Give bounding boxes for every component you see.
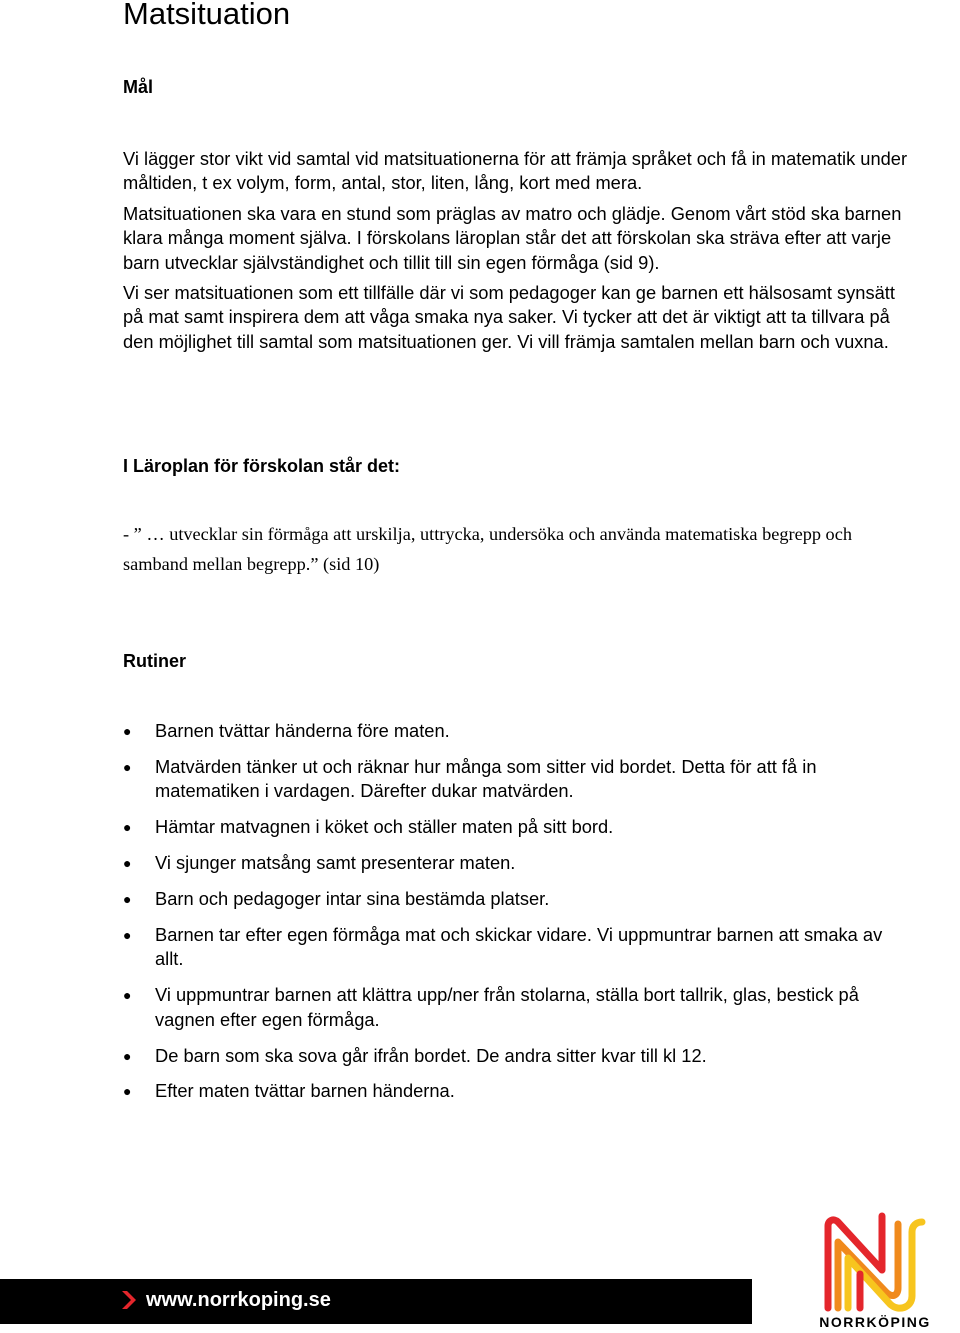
list-item (123, 815, 913, 839)
list-item (123, 983, 913, 1032)
routine-text: Barnen tvättar händerna före maten. (155, 720, 450, 741)
list-item (123, 887, 913, 911)
bullet-icon: ● (123, 723, 132, 739)
routine-text: Vi uppmuntrar barnen att klättra upp/ner från stolarna, ställa bort tallrik, glas, bestick på vagnen efter egen förmåga. (155, 984, 859, 1030)
list-item (123, 719, 913, 743)
bullet-icon: ● (123, 758, 132, 775)
norrkoping-logo (796, 1212, 954, 1332)
list-item (123, 923, 913, 972)
routine-text: Barn och pedagoger intar sina bestämda platser. (155, 888, 550, 910)
goal-paragraph-1: Vi lägger stor vikt vid samtal vid matsituationerna för att främja språket och få in matematik under måltiden, t ex volym, form, antal, stor, liten, lång, kort med mera. (123, 148, 908, 194)
routine-text: Efter maten tvättar barnen händerna. (155, 1080, 455, 1102)
routine-text: Hämtar matvagnen i köket och ställer maten på sitt bord. (155, 816, 614, 838)
list-item (123, 755, 913, 804)
list-item (123, 851, 913, 875)
goal-heading: Mål (123, 77, 154, 97)
routine-text: Vi sjunger matsång samt presenterar maten. (155, 852, 516, 874)
bullet-icon: ● (123, 855, 132, 872)
goal-paragraph-3: Vi ser matsituationen som ett tillfälle där vi som pedagoger kan ge barnen ett hälsosamt synsätt på mat samt inspirera dem att våga smaka nya saker. Vi tycker att det är viktigt att ta tillvara på den möjlighet till samtal som matsituationen ger. Vi vill främja samtalen mellan barn och vuxna. (123, 282, 895, 352)
norrkoping-n-logo-icon (824, 1212, 926, 1312)
bullet-icon: ● (123, 987, 132, 1004)
list-item (123, 1079, 913, 1103)
routine-text: Matvärden tänker ut och räknar hur många som sitter vid bordet. Detta för att få in matematiken i vardagen. Därefter dukar matvärden. (155, 755, 817, 802)
arrow-right-icon (120, 1289, 140, 1311)
page-title: Matsituation (123, 0, 291, 31)
goal-text (123, 147, 913, 354)
footer-url-link[interactable]: www.norrkoping.se (146, 1289, 331, 1311)
goal-paragraph-2: Matsituationen ska vara en stund som präglas av matro och glädje. Genom vårt stöd ska barnen klara många moment själva. I förskolans läroplan står det att förskolan ska sträva efter att varje barn utvecklar självständighet och tillit till sin egen förmåga (sid 9). (123, 202, 902, 273)
bullet-icon: ● (123, 926, 132, 943)
bullet-icon: ● (123, 819, 132, 836)
footer-bar (0, 1279, 752, 1324)
logo-wordmark: NORRKÖPING (819, 1314, 931, 1330)
routine-text: Barnen tar efter egen förmåga mat och skickar vidare. Vi uppmuntrar barnen att smaka av allt. (155, 923, 883, 970)
list-item (123, 1044, 913, 1068)
curriculum-quote: - ” … utvecklar sin förmåga att urskilja, uttrycka, undersöka och använda matematiska begrepp och samband mellan begrepp.” (sid 10) (123, 524, 852, 574)
bullet-icon: ● (123, 1047, 132, 1064)
routine-text: De barn som ska sova går ifrån bordet. De andra sitter kvar till kl 12. (155, 1044, 707, 1066)
routines-list (123, 719, 913, 1115)
bullet-icon: ● (123, 1083, 132, 1100)
bullet-icon: ● (123, 891, 132, 908)
curriculum-heading: I Läroplan för förskolan står det: (123, 456, 401, 476)
routines-heading: Rutiner (123, 651, 186, 671)
